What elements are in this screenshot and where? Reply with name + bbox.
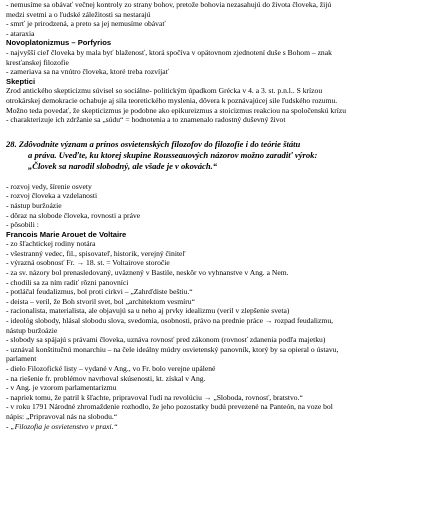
text-line: - v Ang. je vzorom parlamentarizmu [6,383,117,393]
question-line: a práva. Uveďte, ku ktorej skupine Rousseauových názorov možno zaradiť výrok: [28,149,318,160]
text-line: - charakterizuje ich zdržanie sa „súdu“ = hodnotenia a to znamenalo radostný duševný život [6,115,286,125]
text-line: - nástup buržoázie [6,200,62,210]
question-quote: „Človek sa narodil slobodný, ale všade je v okovách.“ [28,160,218,171]
text-line: - v roku 1791 Národné zhromaždenie rozhodlo, že jeho pozostatky budú prevezené na Panteón, na voze bol [6,402,333,412]
text-line: otrokárskej demokracie ochabuje aj sila teoretického myslenia, dôvera k poznávajúcej sile ľudského rozumu. [6,95,338,105]
text-line: - uznával konštitučnú monarchiu – na čele ideálny múdry osvietenský panovník, ktorý by sa opieral o ústavu, [6,344,339,354]
text-line: - pôsobili : [6,220,39,230]
text-line: Možno teda povedať, že skepticizmus je podobne ako epikureizmus a stoicizmus reakciou na spoločenskú krízu [6,105,347,115]
text-line: - racionalista, materialista, ale objavujú sa u neho aj prvky idealizmu (veril v zlepšenie sveta) [6,306,290,316]
text-line: - najvyšší cieľ človeka by mala byť blaženosť, ktorá spočíva v opätovnom zjednotení duše s Bohom – znak [6,47,332,57]
heading-skeptici: Skeptici [6,76,36,86]
question-line: 28. Zdôvodnite význam a prínos osvietenských filozofov do filozofie i do teórie štátu [6,138,301,149]
text-line: - dôraz na slobode človeka, rovnosti a práve [6,210,141,220]
text-line: - napriek tomu, že patril k šľachte, pripravoval ľudí na revolúciu → „Sloboda, rovnosť, bratstvo.“ [6,392,303,402]
text-line: kresťanskej filozofie [6,57,69,67]
text-line: - všestranný vedec, fil., spisovateľ, historik, verejný činiteľ [6,248,186,258]
text-line: - ideológ slobody, hlásal slobodu slova, svedomia, osobnosti, právo na prednie práce → rozpad feudalizmu, [6,316,334,326]
section-voltaire [6,182,423,431]
question-28 [6,139,423,172]
text-line: nástup buržoázie [6,325,58,335]
text-line: - slobody sa spájajú s právami človeka, uznáva rovnosť pred zákonom (rovnosť zdanenia podľa majetku) [6,335,326,345]
text-line: - chodili sa za ním radiť rôzni panovníci [6,277,129,287]
text-line: Zrod antického skepticizmu súvisel so sociálne- politickým úpadkom Grécka v 4. a 3. st. p.n.l.. S krízou [6,86,323,96]
text-line: parlament [6,354,37,364]
text-line: - zo šľachtickej rodiny notára [6,239,96,249]
text-line: medzi svetmi a o ľudské záležitosti sa nestarajú [6,9,151,19]
text-line: - dielo Filozofické listy – vydané v Ang., vo Fr. bolo verejne upálené [6,364,216,373]
heading-voltaire: Francois Marie Arouet de Voltaire [6,229,127,239]
text-line: - smrť je prirodzená, a preto sa jej nemusíme obávať [6,19,166,29]
text-line: - deista – veril, že Boh stvoril svet, bol „architektom vesmíru“ [6,296,195,306]
quote-line: - „Filozofia je osvietenstvo v praxi.“ [6,421,118,431]
text-line: - za sv. názory bol prenasledovaný, uväznený v Bastile, neskôr vo vyhnanstve v Ang. a Nem. [6,268,289,278]
text-line: - ataraxia [6,28,35,38]
text-line: - na riešenie fr. problémov navrhoval skúsenosti, kt. získal v Ang. [6,373,206,383]
text-line: - potláčal feudalizmus, bol proti cirkvi – „Zahrďdiste beštiu.“ [6,287,193,297]
text-line: nápis: „Pripravoval nás na slobodu.“ [6,411,118,421]
heading-novoplatonizmus: Novoplatonizmus – Porfyrios [6,38,112,48]
text-line: - rozvoj vedy, šírenie osvety [6,181,92,191]
text-line: - zameriava sa na vnútro človeka, ktoré treba rozvíjať [6,67,169,77]
section-epicurus-skeptics [6,0,423,125]
text-line: - rozvoj človeka a vzdelanosti [6,191,98,201]
text-line: - nemusíme sa obávať večnej kontroly zo strany bohov, pretože bohovia nezasahujú do života človeka, žijú [6,0,332,9]
text-line: - výrazná osobnosť Fr. → 18. st. = Voltairove storočie [6,258,170,268]
